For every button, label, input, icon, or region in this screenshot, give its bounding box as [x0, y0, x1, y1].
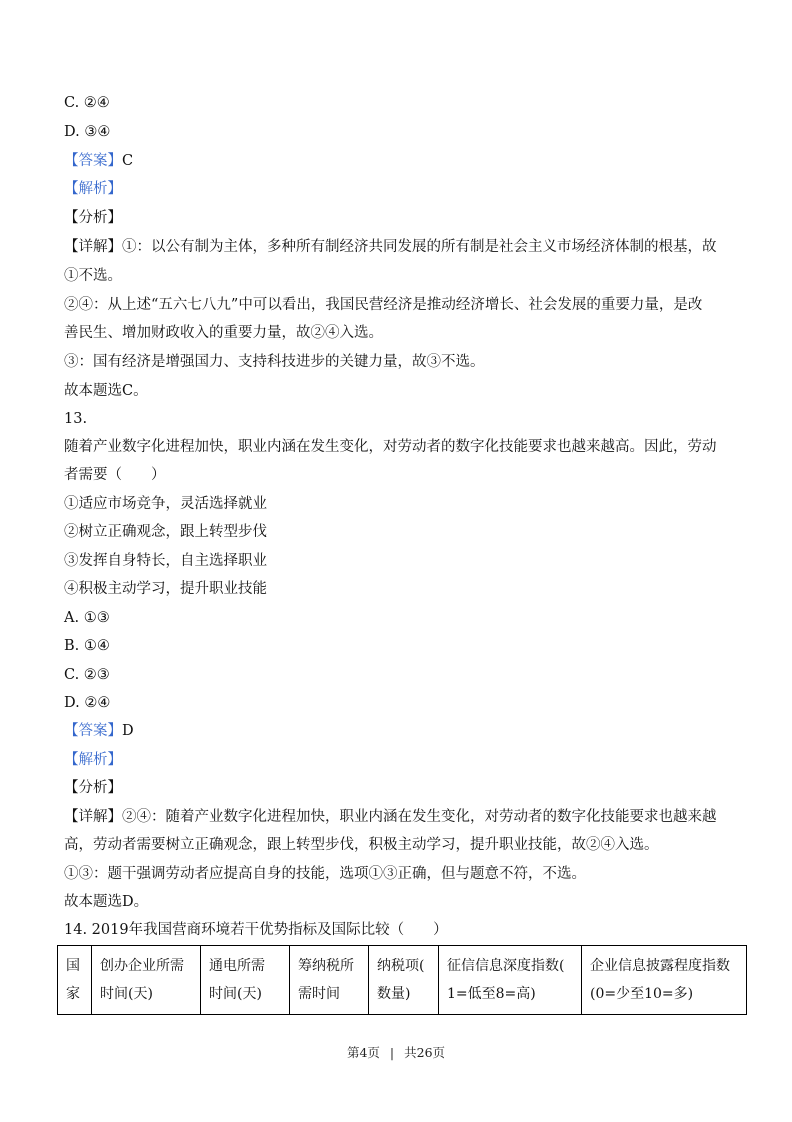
detail-tag: 【详解】 [64, 239, 122, 255]
page-number: 第4页 [346, 1045, 380, 1060]
comparison-table [57, 945, 747, 1015]
option-b: B. ①④ [64, 638, 110, 654]
table-header-cell: 纳税项( 数量) [369, 946, 439, 1015]
detail-line: 善民生、增加财政收入的重要力量，故②④入选。 [64, 325, 383, 341]
detail-line: ②④：从上述“五六七八九”中可以看出，我国民营经济是推动经济增长、社会发展的重要力量，是改 [64, 297, 703, 313]
option-d: D. ②④ [64, 695, 111, 711]
option-c: C. ②③ [64, 667, 110, 683]
detail-tag: 【详解】 [64, 809, 122, 825]
answer-tag: 【答案】 [64, 723, 122, 739]
statement-item: ③发挥自身特长，自主选择职业 [64, 553, 267, 569]
detail-line [64, 807, 717, 827]
question-14-title: 14. 2019年我国营商环境若干优势指标及国际比较（ ） [64, 922, 448, 938]
answer-line [64, 721, 134, 741]
statement-item: ①适应市场竞争，灵活选择就业 [64, 496, 267, 512]
detail-line: 故本题选D。 [64, 894, 149, 910]
page-total: 共26页 [404, 1045, 446, 1060]
question-stem: 随着产业数字化进程加快，职业内涵在发生变化，对劳动者的数字化技能要求也越来越高。因此，劳动 [64, 439, 717, 455]
question-stem: 者需要（ ） [64, 467, 166, 483]
question-number: 13. [64, 411, 88, 427]
detail-line: 高，劳动者需要树立正确观念，跟上转型步伐，积极主动学习，提升职业技能，故②④入选。 [64, 837, 659, 853]
detail-line: 故本题选C。 [64, 383, 148, 399]
table-header-cell: 企业信息披露程度指数 (0=少至10=多) [582, 946, 747, 1015]
detail-line: ③：国有经济是增强国力、支持科技进步的关键力量，故③不选。 [64, 354, 485, 370]
page-footer [0, 1043, 792, 1061]
footer-separator: | [389, 1045, 395, 1060]
fenxi-label: 【分析】 [64, 210, 122, 226]
option-a: A. ①③ [64, 610, 110, 626]
fenxi-label: 【分析】 [64, 780, 122, 796]
analysis-tag: 【解析】 [64, 752, 122, 768]
detail-line: ①③：题干强调劳动者应提高自身的技能，选项①③正确，但与题意不符，不选。 [64, 866, 586, 882]
detail-text: ①：以公有制为主体，多种所有制经济共同发展的所有制是社会主义市场经济体制的根基，故 [122, 239, 717, 255]
table-header-cell: 征信信息深度指数( 1=低至8=高) [439, 946, 582, 1015]
table-header-cell: 筹纳税所 需时间 [290, 946, 369, 1015]
statement-item: ②树立正确观念，跟上转型步伐 [64, 524, 267, 540]
answer-value: C [122, 153, 134, 169]
statement-item: ④积极主动学习，提升职业技能 [64, 581, 267, 597]
answer-value: D [122, 723, 134, 739]
detail-text: ②④：随着产业数字化进程加快，职业内涵在发生变化，对劳动者的数字化技能要求也越来越 [122, 809, 717, 825]
table-header-cell: 通电所需 时间(天) [201, 946, 290, 1015]
analysis-tag: 【解析】 [64, 181, 122, 197]
detail-line: ①不选。 [64, 268, 122, 284]
table-header-cell: 创办企业所需 时间(天) [92, 946, 201, 1015]
table-header-cell: 国 家 [58, 946, 92, 1015]
option-d: D. ③④ [64, 124, 111, 140]
detail-line [64, 237, 717, 257]
answer-tag: 【答案】 [64, 153, 122, 169]
table-header-row [58, 946, 747, 1015]
option-c: C. ②④ [64, 95, 110, 111]
answer-line [64, 151, 133, 171]
